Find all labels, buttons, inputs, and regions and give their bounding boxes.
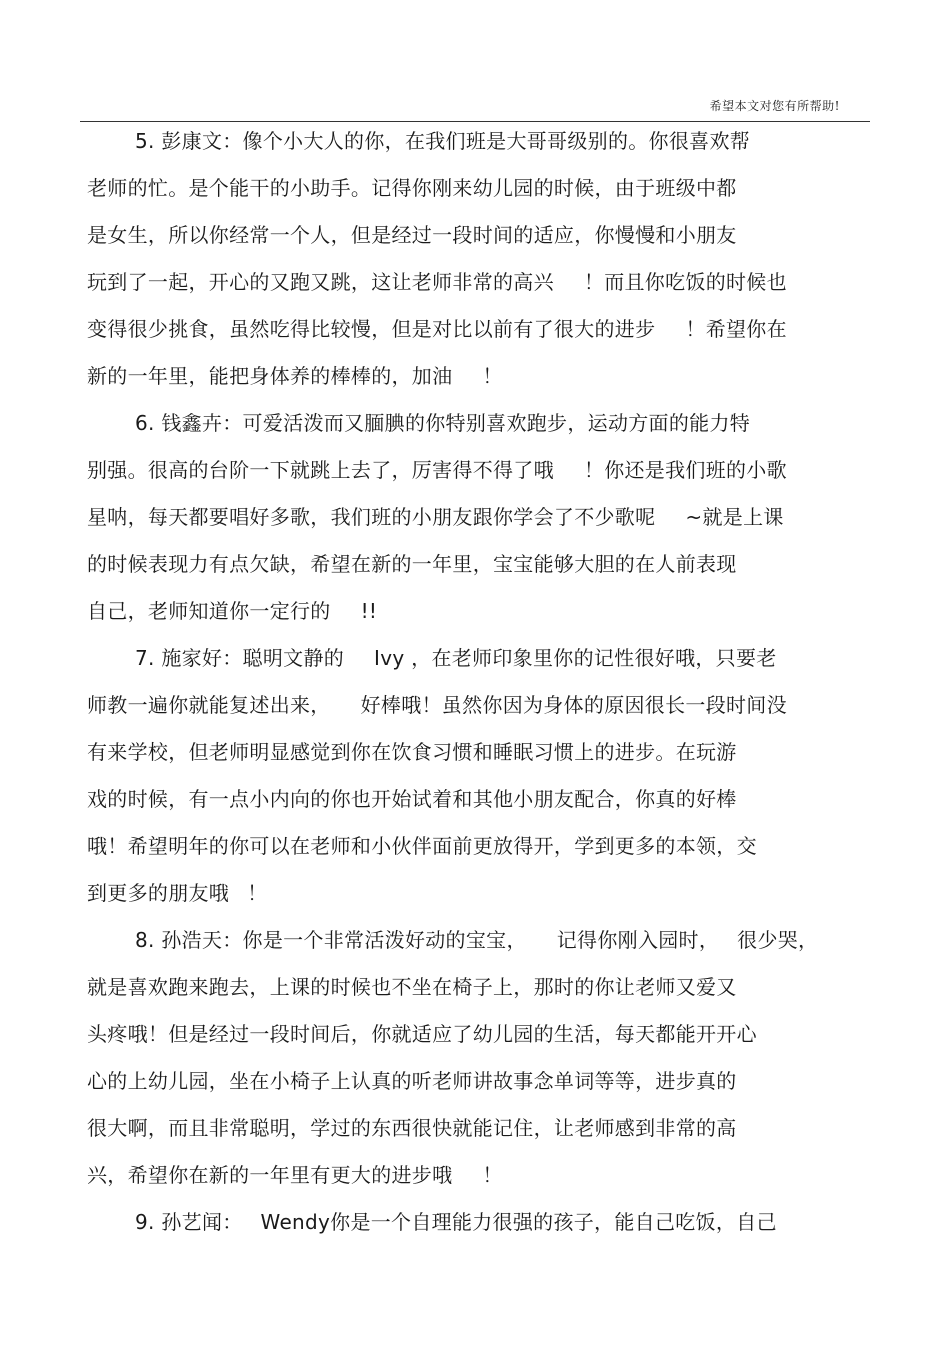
header-note: 希望本文对您有所帮助! [709,99,840,113]
paragraph-6-line-5: 自己，老师知道你一定行的 !! [87,599,378,623]
paragraph-8-line-3: 头疼哦！但是经过一段时间后，你就适应了幼儿园的生活，每天都能开开心 [87,1022,757,1046]
paragraph-5-line-3: 是女生，所以你经常一个人，但是经过一段时间的适应，你慢慢和小朋友 [87,223,737,247]
paragraph-7-line-4: 戏的时候，有一点小内向的你也开始试着和其他小朋友配合，你真的好棒 [87,787,737,811]
paragraph-5-line-6: 新的一年里，能把身体养的棒棒的，加油 ！ [87,364,503,388]
paragraph-7-line-1: 7. 施家好：聪明文静的 Ivy ，在老师印象里你的记性很好哦，只要老 [135,646,777,670]
paragraph-8-line-6: 兴，希望你在新的一年里有更大的进步哦 ！ [87,1163,503,1187]
paragraph-7-line-2: 师教一遍你就能复述出来， 好棒哦！虽然你因为身体的原因很长一段时间没 [87,693,787,717]
paragraph-8-line-5: 很大啊，而且非常聪明，学过的东西很快就能记住，让老师感到非常的高 [87,1116,737,1140]
document-body [87,118,867,1246]
paragraph-8-line-1: 8. 孙浩天：你是一个非常活泼好动的宝宝， 记得你刚入园时， 很少哭， [135,928,819,952]
paragraph-8-line-4: 心的上幼儿园，坐在小椅子上认真的听老师讲故事念单词等等，进步真的 [87,1069,737,1093]
paragraph-5-line-1: 5. 彭康文：像个小大人的你，在我们班是大哥哥级别的。你很喜欢帮 [135,129,751,153]
paragraph-5-line-5: 变得很少挑食，虽然吃得比较慢，但是对比以前有了很大的进步 ！希望你在 [87,317,787,341]
paragraph-5-line-4: 玩到了一起，开心的又跑又跳，这让老师非常的高兴 ！而且你吃饭的时候也 [87,270,787,294]
paragraph-6-line-3: 星呐，每天都要唱好多歌，我们班的小朋友跟你学会了不少歌呢 ~就是上课 [87,505,784,529]
paragraph-9-line-1: 9. 孙艺闻： Wendy你是一个自理能力很强的孩子，能自己吃饭，自己 [135,1210,777,1234]
paragraph-6-line-4: 的时候表现力有点欠缺，希望在新的一年里，宝宝能够大胆的在人前表现 [87,552,737,576]
paragraph-6-line-1: 6. 钱鑫卉：可爱活泼而又腼腆的你特别喜欢跑步，运动方面的能力特 [135,411,751,435]
paragraph-8-line-2: 就是喜欢跑来跑去，上课的时候也不坐在椅子上，那时的你让老师又爱又 [87,975,737,999]
paragraph-6-line-2: 别强。很高的台阶一下就跳上去了，厉害得不得了哦 ！你还是我们班的小歌 [87,458,787,482]
paragraph-7-line-3: 有来学校，但老师明显感觉到你在饮食习惯和睡眠习惯上的进步。在玩游 [87,740,737,764]
paragraph-7-line-6: 到更多的朋友哦 ！ [87,881,268,905]
paragraph-5-line-2: 老师的忙。是个能干的小助手。记得你刚来幼儿园的时候，由于班级中都 [87,176,737,200]
paragraph-7-line-5: 哦！希望明年的你可以在老师和小伙伴面前更放得开，学到更多的本领，交 [87,834,757,858]
